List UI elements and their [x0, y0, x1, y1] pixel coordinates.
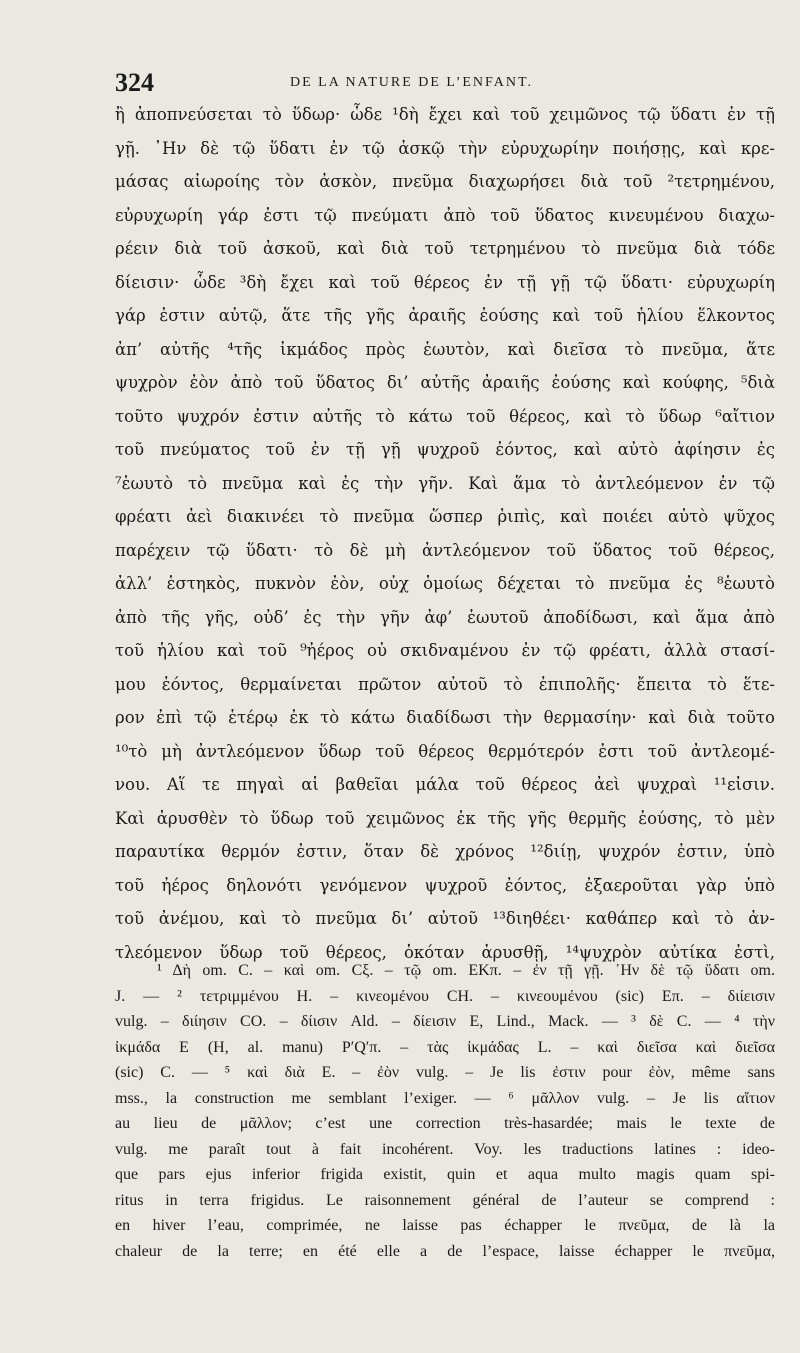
text-line: ψυχρὸν ἐὸν ἀπὸ τοῦ ὕδατος δι’ αὐτῆς ἀραιῆς ἐούσης καὶ κούφης, ⁵διὰ	[115, 373, 775, 392]
text-line: γῇ. ᾿Ην δὲ τῷ ὕδατι ἐν τῷ ἀσκῷ τὴν εὐρυχωρίην ποιήσῃς, καὶ κρε-	[115, 138, 775, 158]
text-line: φρέατι ἀεὶ διακινέει τὸ πνεῦμα ὥσπερ ῥιπὶς, καὶ ποιέει αὐτὸ ψῦχος	[115, 507, 775, 526]
footnote-line: ritus in terra frigidus. Le raisonnement général de l’auteur se comprend :	[115, 1191, 775, 1209]
text-line: παρέχειν τῷ ὕδατι· τὸ δὲ μὴ ἀντλεόμενον τοῦ ὕδατος τοῦ θέρεος,	[115, 540, 775, 560]
text-line: νου. Αἵ τε πηγαὶ αἱ βαθεῖαι μάλα τοῦ θέρεος ἀεὶ ψυχραὶ ¹¹εἰσιν.	[115, 775, 775, 794]
text-line: ἀλλ’ ἑστηκὸς, πυκνὸν ἐὸν, οὐχ ὁμοίως δέχεται τὸ πνεῦμα ἐς ⁸ἑωυτὸ	[115, 574, 775, 593]
text-line: ⁷ἑωυτὸ τὸ πνεῦμα καὶ ἐς τὴν γῆν. Καὶ ἅμα τὸ ἀντλεόμενον ἐν τῷ	[115, 473, 775, 493]
footnotes-block	[115, 958, 775, 1264]
text-line: ἀπ’ αὐτῆς ⁴τῆς ἰκμάδος πρὸς ἑωυτὸν, καὶ διεῖσα τὸ πνεῦμα, ἅτε	[115, 339, 775, 359]
text-line: τοῦ ἀνέμου, καὶ τὸ πνεῦμα δι’ αὐτοῦ ¹³διηθέει· καθάπερ καὶ τὸ ἀν-	[115, 909, 775, 928]
footnote-line: chaleur de la terre; en été elle a de l’espace, laisse échapper le πνεῦμα,	[115, 1242, 775, 1260]
footnote-line: ¹ Δὴ om. C. – καὶ om. Cξ. – τῷ om. EKπ. – ἐν τῇ γῇ. ᾿Ην δὲ τῷ ὕδατι om.	[157, 962, 775, 979]
text-line: εὐρυχωρίη γάρ ἐστι τῷ πνεύματι ἀπὸ τοῦ ὕδατος κινευμένου διαχω-	[115, 205, 775, 225]
text-line: γάρ ἐστιν αὐτῷ, ἅτε τῆς γῆς ἀραιῆς ἐούσης καὶ τοῦ ἡλίου ἕλκοντος	[115, 306, 775, 325]
text-line: ρέειν διὰ τοῦ ἀσκοῦ, καὶ διὰ τοῦ τετρημένου τὸ πνεῦμα διὰ τόδε	[115, 239, 775, 258]
footnote-line: au lieu de μᾶλλον; c’est une correction très-hasardée; mais le texte de	[115, 1115, 775, 1132]
text-line: μου ἐόντος, θερμαίνεται πρῶτον αὐτοῦ τὸ ἐπιπολῆς· ἔπειτα τὸ ἕτε-	[115, 674, 775, 694]
page-header	[115, 68, 770, 98]
text-line: τοῦ πνεύματος τοῦ ἐν τῇ γῇ ψυχροῦ ἐόντος, καὶ αὐτὸ ἀφίησιν ἐς	[115, 440, 775, 459]
text-line: ρον ἐπὶ τῷ ἑτέρῳ ἐκ τὸ κάτω διαδίδωσι τὴν θερμασίην· καὶ διὰ τοῦτο	[115, 708, 775, 727]
footnote-line: que pars ejus inferior frigida existit, quin et aqua multo magis quam spi-	[115, 1166, 775, 1183]
footnote-line: vulg. me paraît tout à fait incohérent. Voy. les traductions latines : ideo-	[115, 1140, 775, 1158]
text-line: δίεισιν· ὧδε ³δὴ ἔχει καὶ τοῦ θέρεος ἐν τῇ γῇ τῷ ὕδατι· εὐρυχωρίη	[115, 272, 775, 292]
running-head: DE LA NATURE DE L’ENFANT.	[290, 75, 534, 90]
footnote-line: vulg. – διίησιν CO. – δίισιν Ald. – δίεισιν E, Lind., Mack. — ³ δὲ C. — ⁴ τὴν	[115, 1013, 775, 1030]
footnote-line: (sic) C. — ⁵ καὶ διὰ E. – ἐὸν vulg. – Je lis ἐστιν pour ἐὸν, même sans	[115, 1064, 775, 1081]
text-line: τοῦ ἠέρος δηλονότι γενόμενον ψυχροῦ ἐόντος, ἐξαεροῦται γὰρ ὑπὸ	[115, 875, 775, 895]
footnote-line: J. — ² τετριμμένου H. – κινεομένου CH. – κινεουμένου (sic) Eπ. – διίεισιν	[115, 987, 775, 1005]
text-line: ¹⁰τὸ μὴ ἀντλεόμενον ὕδωρ τοῦ θέρεος θερμότερόν ἐστι τοῦ ἀντλεομέ-	[115, 741, 775, 761]
footnote-line: en hiver l’eau, comprimée, ne laisse pas échapper le πνεῦμα, de là la	[115, 1217, 775, 1234]
text-line: τοῦ ἡλίου καὶ τοῦ ⁹ἠέρος οὐ σκιδναμένου ἐν τῷ φρέατι, ἀλλὰ στασί-	[115, 641, 775, 660]
text-line: Καὶ ἀρυσθὲν τὸ ὕδωρ τοῦ χειμῶνος ἐκ τῆς γῆς θερμῆς ἐούσης, τὸ μὲν	[115, 808, 775, 828]
footnote-line: mss., la construction me semblant l’exiger. — ⁶ μᾶλλον vulg. – Je lis αἴτιον	[115, 1089, 775, 1107]
footnote-line: ἰκμάδα E (H, al. manu) P′Q′π. – τὰς ἰκμάδας L. – καὶ διεῖσα καὶ διεῖσα	[115, 1038, 775, 1056]
text-line: ἀπὸ τῆς γῆς, οὐδ’ ἐς τὴν γῆν ἀφ’ ἑωυτοῦ ἀποδίδωσι, καὶ ἅμα ἀπὸ	[115, 607, 775, 627]
text-line: τλεόμενον ὕδωρ τοῦ θέρεος, ὁκόταν ἀρυσθῇ, ¹⁴ψυχρὸν αὐτίκα ἐστὶ,	[115, 942, 775, 962]
text-line: ἢ ἀποπνεύσεται τὸ ὕδωρ· ὧδε ¹δὴ ἔχει καὶ τοῦ χειμῶνος τῷ ὕδατι ἐν τῇ	[115, 105, 775, 124]
text-line: τοῦτο ψυχρόν ἐστιν αὐτῆς τὸ κάτω τοῦ θέρεος, καὶ τὸ ὕδωρ ⁶αἴτιον	[115, 406, 775, 426]
page-number: 324	[115, 68, 154, 97]
text-line: μάσας αἰωροίης τὸν ἀσκὸν, πνεῦμα διαχωρήσει διὰ τοῦ ²τετρημένου,	[115, 172, 775, 191]
main-text-block	[115, 98, 775, 969]
text-line: παραυτίκα θερμόν ἐστιν, ὅταν δὲ χρόνος ¹²διίῃ, ψυχρόν ἐστιν, ὑπὸ	[115, 842, 775, 861]
